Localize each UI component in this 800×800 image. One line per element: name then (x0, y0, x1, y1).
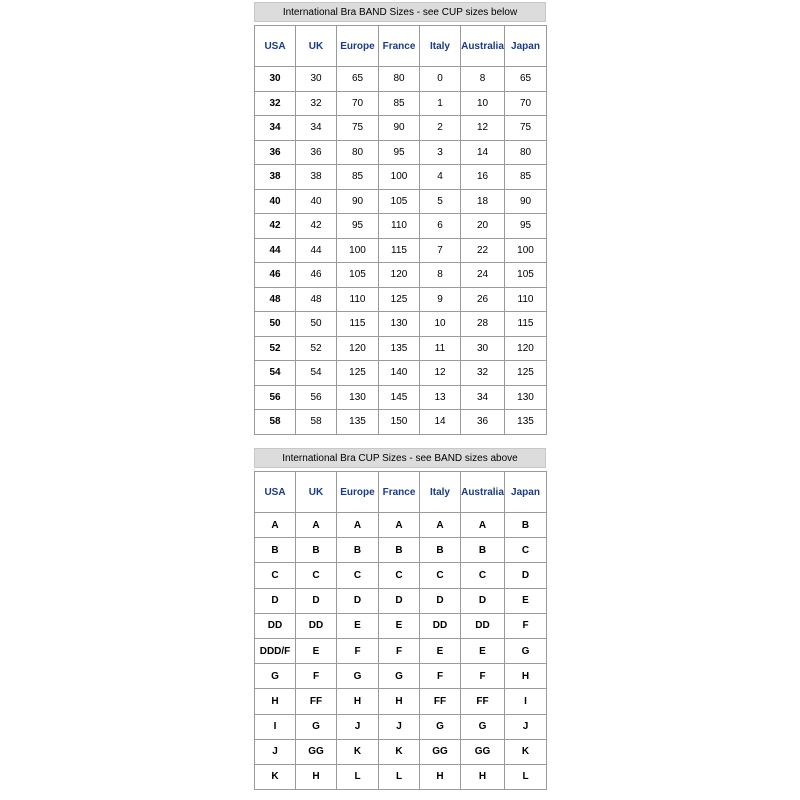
table-row (255, 116, 547, 141)
table-cell: G (505, 638, 547, 663)
table-cell: 105 (337, 263, 379, 288)
table-cell: G (379, 664, 420, 689)
column-header: Europe (337, 472, 379, 513)
table-cell: 65 (337, 67, 379, 92)
column-header: Australia (461, 26, 505, 67)
table-cell: 46 (296, 263, 337, 288)
table-row (255, 714, 547, 739)
table-cell: 3 (420, 140, 461, 165)
table-row (255, 613, 547, 638)
table-row (255, 189, 547, 214)
table-cell: 40 (296, 189, 337, 214)
table-cell: 44 (296, 238, 337, 263)
column-header: USA (255, 26, 296, 67)
table-cell: 38 (255, 165, 296, 190)
table-cell: 22 (461, 238, 505, 263)
table-cell: J (255, 739, 296, 764)
table-cell: D (505, 563, 547, 588)
table-cell: 36 (461, 410, 505, 435)
table-row (255, 385, 547, 410)
table-cell: 125 (337, 361, 379, 386)
table-cell: 8 (420, 263, 461, 288)
table-cell: FF (420, 689, 461, 714)
table-cell: 105 (505, 263, 547, 288)
table-cell: J (337, 714, 379, 739)
table-cell: 58 (255, 410, 296, 435)
table-cell: F (461, 664, 505, 689)
table-cell: I (255, 714, 296, 739)
table-cell: 10 (420, 312, 461, 337)
table-cell: 54 (255, 361, 296, 386)
table-row (255, 336, 547, 361)
table-cell: G (337, 664, 379, 689)
table-cell: 42 (296, 214, 337, 239)
table-cell: G (461, 714, 505, 739)
column-header: Japan (505, 472, 547, 513)
table-cell: 36 (255, 140, 296, 165)
column-header: Italy (420, 26, 461, 67)
table-cell: 28 (461, 312, 505, 337)
table-cell: 34 (296, 116, 337, 141)
table-cell: K (255, 764, 296, 789)
table-cell: 48 (255, 287, 296, 312)
table-cell: 2 (420, 116, 461, 141)
table-row (255, 410, 547, 435)
table-cell: C (379, 563, 420, 588)
table-cell: 75 (337, 116, 379, 141)
table-row (255, 67, 547, 92)
table-cell: 48 (296, 287, 337, 312)
table-cell: 6 (420, 214, 461, 239)
table-cell: L (505, 764, 547, 789)
table-cell: 14 (461, 140, 505, 165)
table-row (255, 538, 547, 563)
table-cell: C (255, 563, 296, 588)
table-cell: 125 (379, 287, 420, 312)
table-cell: I (505, 689, 547, 714)
table-cell: 135 (337, 410, 379, 435)
table-cell: 135 (379, 336, 420, 361)
band-size-section (254, 2, 546, 435)
table-cell: 30 (255, 67, 296, 92)
table-cell: GG (461, 739, 505, 764)
table-cell: E (461, 638, 505, 663)
table-cell: 90 (379, 116, 420, 141)
table-cell: 34 (255, 116, 296, 141)
table-cell: G (296, 714, 337, 739)
table-cell: DD (255, 613, 296, 638)
table-cell: A (461, 513, 505, 538)
table-cell: H (296, 764, 337, 789)
table-cell: D (337, 588, 379, 613)
table-cell: F (420, 664, 461, 689)
table-cell: 7 (420, 238, 461, 263)
table-cell: 150 (379, 410, 420, 435)
table-cell: 120 (505, 336, 547, 361)
column-header: Italy (420, 472, 461, 513)
table-cell: DDD/F (255, 638, 296, 663)
cup-size-section (254, 448, 546, 790)
table-cell: 46 (255, 263, 296, 288)
table-cell: 145 (379, 385, 420, 410)
table-cell: 65 (505, 67, 547, 92)
table-cell: A (420, 513, 461, 538)
table-cell: 56 (296, 385, 337, 410)
table-cell: 5 (420, 189, 461, 214)
table-row (255, 689, 547, 714)
table-cell: L (379, 764, 420, 789)
table-cell: H (420, 764, 461, 789)
table-cell: C (461, 563, 505, 588)
table-row (255, 638, 547, 663)
table-cell: E (337, 613, 379, 638)
table-cell: 54 (296, 361, 337, 386)
table-cell: G (255, 664, 296, 689)
table-cell: 115 (337, 312, 379, 337)
table-row (255, 513, 547, 538)
table-cell: 100 (379, 165, 420, 190)
table-cell: 90 (337, 189, 379, 214)
table-cell: J (505, 714, 547, 739)
column-header: France (379, 26, 420, 67)
table-row (255, 563, 547, 588)
table-cell: A (255, 513, 296, 538)
table-cell: B (296, 538, 337, 563)
table-cell: 140 (379, 361, 420, 386)
table-cell: 8 (461, 67, 505, 92)
table-cell: 42 (255, 214, 296, 239)
table-cell: H (337, 689, 379, 714)
table-cell: J (379, 714, 420, 739)
table-cell: 85 (337, 165, 379, 190)
table-cell: A (379, 513, 420, 538)
table-cell: 0 (420, 67, 461, 92)
table-cell: 85 (505, 165, 547, 190)
table-row (255, 664, 547, 689)
table-cell: 4 (420, 165, 461, 190)
table-cell: 85 (379, 91, 420, 116)
table-cell: 32 (296, 91, 337, 116)
table-cell: H (379, 689, 420, 714)
table-cell: 130 (337, 385, 379, 410)
table-cell: 40 (255, 189, 296, 214)
table-cell: 13 (420, 385, 461, 410)
table-cell: 12 (420, 361, 461, 386)
band-header-row (255, 26, 547, 67)
table-cell: 11 (420, 336, 461, 361)
table-cell: D (296, 588, 337, 613)
table-cell: 9 (420, 287, 461, 312)
table-row (255, 238, 547, 263)
table-row (255, 739, 547, 764)
band-table-title: International Bra BAND Sizes - see CUP sizes below (254, 2, 546, 22)
column-header: USA (255, 472, 296, 513)
table-cell: F (379, 638, 420, 663)
table-cell: 115 (379, 238, 420, 263)
table-cell: 120 (379, 263, 420, 288)
column-header: Europe (337, 26, 379, 67)
table-row (255, 588, 547, 613)
table-cell: 30 (461, 336, 505, 361)
table-cell: 50 (255, 312, 296, 337)
table-cell: E (379, 613, 420, 638)
table-cell: 38 (296, 165, 337, 190)
table-cell: 95 (379, 140, 420, 165)
cup-header-row (255, 472, 547, 513)
table-cell: E (505, 588, 547, 613)
table-cell: 1 (420, 91, 461, 116)
table-cell: 125 (505, 361, 547, 386)
table-cell: DD (296, 613, 337, 638)
table-cell: K (379, 739, 420, 764)
table-cell: 32 (255, 91, 296, 116)
table-cell: FF (461, 689, 505, 714)
table-cell: 95 (505, 214, 547, 239)
table-cell: 90 (505, 189, 547, 214)
table-cell: 110 (505, 287, 547, 312)
table-row (255, 140, 547, 165)
table-row (255, 91, 547, 116)
table-cell: 115 (505, 312, 547, 337)
table-row (255, 165, 547, 190)
table-cell: L (337, 764, 379, 789)
table-cell: DD (461, 613, 505, 638)
table-cell: 110 (337, 287, 379, 312)
table-cell: 16 (461, 165, 505, 190)
table-cell: 20 (461, 214, 505, 239)
table-cell: 30 (296, 67, 337, 92)
table-cell: H (255, 689, 296, 714)
table-cell: 70 (337, 91, 379, 116)
table-cell: A (296, 513, 337, 538)
column-header: Australia (461, 472, 505, 513)
table-cell: 130 (505, 385, 547, 410)
table-cell: 100 (337, 238, 379, 263)
table-cell: 75 (505, 116, 547, 141)
table-cell: 105 (379, 189, 420, 214)
table-cell: 36 (296, 140, 337, 165)
table-cell: 70 (505, 91, 547, 116)
table-cell: C (337, 563, 379, 588)
table-cell: 52 (255, 336, 296, 361)
table-cell: B (255, 538, 296, 563)
table-row (255, 764, 547, 789)
table-cell: D (379, 588, 420, 613)
column-header: France (379, 472, 420, 513)
table-cell: 12 (461, 116, 505, 141)
column-header: UK (296, 472, 337, 513)
table-cell: 32 (461, 361, 505, 386)
table-cell: K (337, 739, 379, 764)
table-cell: 14 (420, 410, 461, 435)
table-cell: 100 (505, 238, 547, 263)
band-size-table (254, 25, 547, 435)
table-cell: E (296, 638, 337, 663)
table-cell: 10 (461, 91, 505, 116)
table-cell: 24 (461, 263, 505, 288)
table-cell: 34 (461, 385, 505, 410)
table-cell: C (505, 538, 547, 563)
table-cell: 95 (337, 214, 379, 239)
table-cell: 50 (296, 312, 337, 337)
table-row (255, 287, 547, 312)
table-row (255, 214, 547, 239)
table-row (255, 361, 547, 386)
table-cell: 80 (337, 140, 379, 165)
table-cell: B (461, 538, 505, 563)
table-cell: D (255, 588, 296, 613)
table-cell: 80 (505, 140, 547, 165)
table-cell: B (505, 513, 547, 538)
table-cell: D (461, 588, 505, 613)
table-cell: H (505, 664, 547, 689)
table-cell: DD (420, 613, 461, 638)
table-cell: 56 (255, 385, 296, 410)
table-cell: C (420, 563, 461, 588)
table-cell: B (337, 538, 379, 563)
table-cell: H (461, 764, 505, 789)
cup-table-title: International Bra CUP Sizes - see BAND sizes above (254, 448, 546, 468)
table-cell: 44 (255, 238, 296, 263)
table-cell: B (379, 538, 420, 563)
table-cell: 26 (461, 287, 505, 312)
table-cell: 58 (296, 410, 337, 435)
table-cell: D (420, 588, 461, 613)
cup-size-table (254, 471, 547, 790)
table-cell: 18 (461, 189, 505, 214)
table-cell: E (420, 638, 461, 663)
table-cell: F (296, 664, 337, 689)
table-cell: F (505, 613, 547, 638)
table-cell: B (420, 538, 461, 563)
table-cell: 120 (337, 336, 379, 361)
column-header: UK (296, 26, 337, 67)
table-row (255, 263, 547, 288)
column-header: Japan (505, 26, 547, 67)
table-cell: K (505, 739, 547, 764)
table-cell: F (337, 638, 379, 663)
table-cell: A (337, 513, 379, 538)
table-cell: C (296, 563, 337, 588)
table-row (255, 312, 547, 337)
table-cell: 110 (379, 214, 420, 239)
table-cell: 130 (379, 312, 420, 337)
table-cell: 80 (379, 67, 420, 92)
table-cell: 135 (505, 410, 547, 435)
table-cell: GG (420, 739, 461, 764)
table-cell: GG (296, 739, 337, 764)
table-cell: FF (296, 689, 337, 714)
table-cell: 52 (296, 336, 337, 361)
table-cell: G (420, 714, 461, 739)
